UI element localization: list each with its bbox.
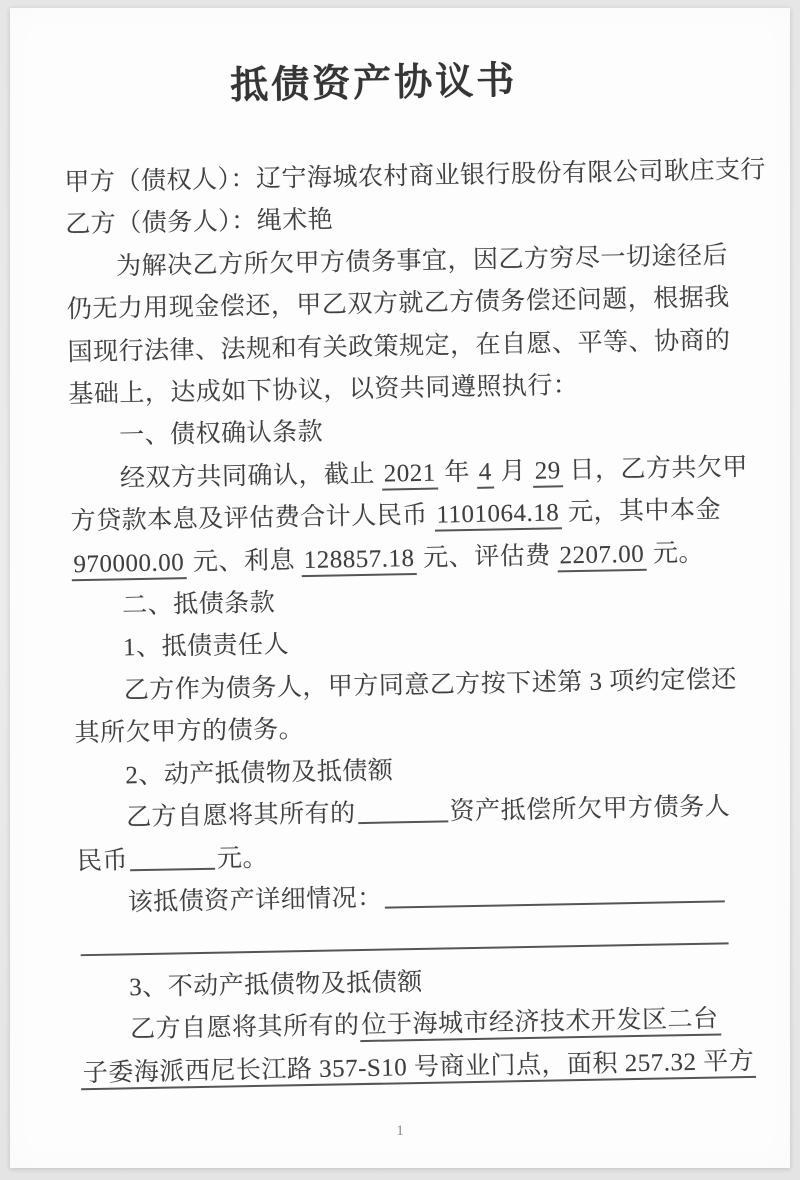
page-number: 1	[396, 1123, 404, 1139]
text: 二、抵债条款	[122, 589, 276, 620]
text: 元，其中本金	[561, 496, 722, 527]
text: 民币	[76, 846, 129, 875]
text: 乙方自愿将其所有的	[125, 800, 356, 832]
text: 乙方（债务人）：绳术艳	[65, 206, 334, 239]
underlined-text: 子委海派西尼长江路 357-S10 号商业门点，面积 257.32 平方	[81, 1047, 757, 1089]
text: 经双方共同确认，截止	[119, 460, 382, 493]
text: 国现行法律、法规和有关政策规定，在自愿、平等、协商的	[67, 326, 731, 366]
document-content	[62, 35, 767, 1095]
text: 3、不动产抵债物及抵债额	[129, 968, 424, 1002]
text: 1、抵债责任人	[122, 631, 290, 662]
underlined-text: 2021	[381, 459, 438, 490]
blank-underline	[130, 847, 215, 871]
text: 为解决乙方所欠甲方债务事宜，因乙方穷尽一切途径后	[115, 242, 729, 281]
underlined-text: 1101064.18	[434, 500, 561, 532]
document-lines	[64, 150, 767, 1095]
underlined-text: 29	[532, 457, 563, 488]
underlined-text: 128857.18	[302, 545, 417, 577]
document-page	[10, 8, 790, 1168]
text: 元、评估费	[416, 542, 558, 572]
text: 乙方作为债务人，甲方同意乙方按下述第 3 项约定偿还	[123, 665, 738, 705]
blank-underline	[384, 880, 724, 908]
text: 2、动产抵债物及抵债额	[125, 757, 394, 790]
underlined-text: 位于海城市经济技术开发区二台	[359, 1006, 721, 1043]
underlined-text: 4	[476, 458, 494, 488]
text: 该抵债资产详细情况：	[127, 884, 383, 917]
text: 基础上，达成如下协议，以资共同遵照执行：	[68, 372, 579, 409]
document-title: 抵债资产协议书	[229, 60, 518, 108]
text: 月	[493, 457, 533, 486]
text: 甲方（债权人）：辽宁海城农村商业银行股份有限公司耿庄支行	[64, 156, 767, 197]
blank-underline	[80, 923, 728, 957]
text: 仍无力用现金偿还，甲乙双方就乙方债务偿还问题，根据我	[66, 284, 731, 324]
underlined-text: 2207.00	[557, 540, 646, 572]
text: 方贷款本息及评估费合计人民币	[70, 501, 435, 536]
text: 日，乙方共欠甲	[562, 453, 749, 485]
text: 元、利息	[186, 546, 303, 576]
text: 元。	[216, 844, 269, 873]
text: 其所欠甲方的债务。	[74, 716, 305, 748]
text: 年	[437, 458, 477, 487]
underlined-text: 970000.00	[71, 549, 186, 581]
text: 资产抵偿所欠甲方债务人	[449, 793, 731, 826]
text: 元。	[645, 539, 705, 568]
blank-underline	[357, 801, 447, 825]
text: 乙方自愿将其所有的	[129, 1012, 360, 1044]
text: 一、债权确认条款	[118, 419, 324, 450]
